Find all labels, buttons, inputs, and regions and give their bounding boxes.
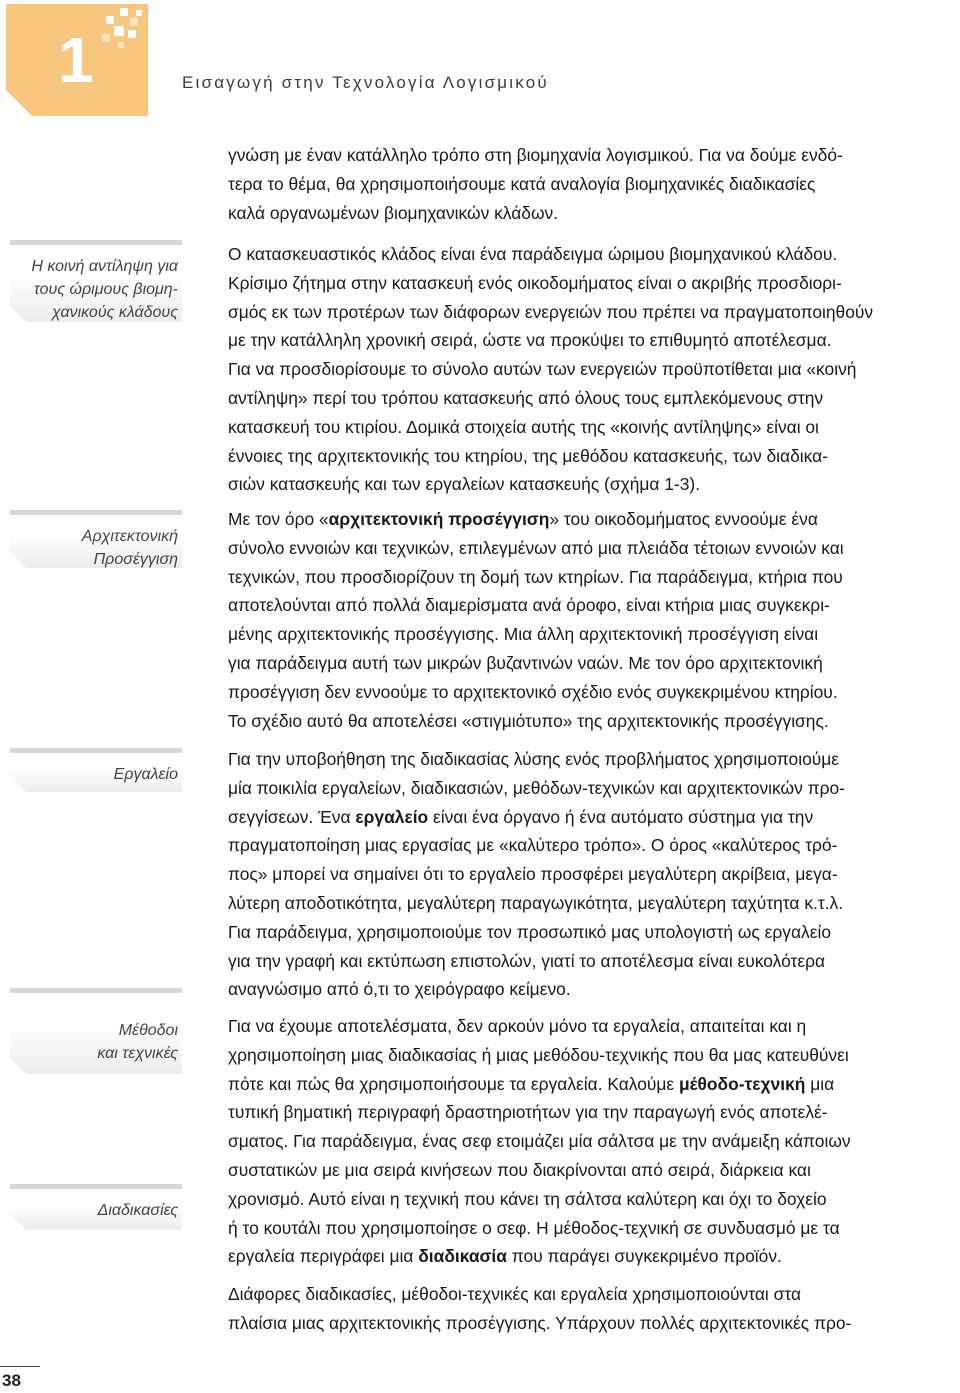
- text-line: καλά οργανωμένων βιομηχανικών κλάδων.: [228, 202, 559, 223]
- paragraph-architectural-approach: [228, 505, 958, 735]
- term-architectural-approach: αρχιτεκτονική προσέγγιση: [328, 509, 550, 529]
- margin-note-common-perception: [10, 240, 182, 322]
- text-line: χρησιμοποίηση μιας διαδικασίας ή μιας μεθόδου-τεχνικής που θα μας κατευθύνει: [228, 1044, 849, 1065]
- decor-square: [114, 26, 124, 36]
- decor-square: [102, 34, 110, 42]
- text-line: Για παράδειγμα, χρησιμοποιούμε τον προσωπικό μας υπολογιστή ως εργαλείο: [228, 921, 831, 942]
- margin-note-line: τους ώριμους βιομη-: [33, 281, 178, 298]
- decor-square: [120, 8, 128, 16]
- text-line: προσέγγιση δεν εννοούμε το αρχιτεκτονικό σχέδιο ενός συγκεκριμένου κτηρίου.: [228, 681, 838, 702]
- text-line: Για την υποβοήθηση της διαδικασίας λύσης ενός προβλήματος χρησιμοποιούμε: [228, 749, 840, 769]
- text-line: πότε και πώς θα χρησιμοποιήσουμε τα εργαλεία. Καλούμε μέθοδο-τεχνική μια: [228, 1073, 835, 1094]
- decor-square: [130, 18, 138, 26]
- text-line: τεχνικών, που προσδιορίζουν τη δομή των κτηρίων. Για παράδειγμα, κτήρια που: [228, 566, 843, 587]
- margin-note-line: Μέθοδοι: [118, 1022, 178, 1039]
- text-line: Με τον όρο «αρχιτεκτονική προσέγγιση» του οικοδομήματος εννοούμε ένα: [228, 509, 818, 529]
- paragraph-methods: [228, 1012, 958, 1271]
- text-line: σιών κατασκευής και των εργαλείων κατασκευής (σχήμα 1-3).: [228, 474, 701, 495]
- text-line: λύτερη αποδοτικότητα, μεγαλύτερη παραγωγικότητα, μεγαλύτερη ταχύτητα κ.τ.λ.: [228, 892, 844, 913]
- text-line: μένης αρχιτεκτονικής προσέγγισης. Μια άλλη αρχιτεκτονική προσέγγιση είναι: [228, 624, 819, 645]
- text-line: Για να προσδιορίσουμε το σύνολο αυτών των ενεργειών προϋποτίθεται μια «κοινή: [228, 359, 857, 380]
- margin-note-line: Εργαλείο: [113, 766, 178, 783]
- text-line: Ο κατασκευαστικός κλάδος είναι ένα παράδειγμα ώριμου βιομηχανικού κλάδου.: [228, 244, 838, 264]
- text-line: αναγνώσιμο από ό,τι το χειρόγραφο κείμενο.: [228, 979, 571, 1000]
- chapter-title: Εισαγωγή στην Τεχνολογία Λογισμικού: [182, 73, 549, 92]
- text-line: αποτελούνται από πολλά διαμερίσματα ανά όροφο, είναι κτήρια μιας συγκεκρι-: [228, 595, 830, 616]
- text-line: για την γραφή και εκτύπωση επιστολών, γιατί το αποτέλεσμα είναι ευκολότερα: [228, 950, 826, 971]
- text-line: Κρίσιμο ζήτημα στην κατασκευή ενός οικοδομήματος είναι ο ακριβής προσδιορι-: [228, 272, 842, 293]
- text-line: σεγγίσεων. Ένα εργαλείο είναι ένα όργανο ή ένα αυτόματο σύστημα για την: [228, 806, 814, 827]
- decor-square: [128, 30, 136, 38]
- decor-square: [118, 42, 124, 48]
- text-line: με την κατάλληλη χρονική σειρά, ώστε να προκύψει το επιθυμητό αποτέλεσμα.: [228, 330, 832, 351]
- decor-square: [106, 16, 114, 24]
- text-line: εργαλεία περιγράφει μια διαδικασία που παράγει συγκεκριμένο προϊόν.: [228, 1246, 782, 1267]
- text-line: πλαίσια μιας αρχιτεκτονικής προσέγγισης. Υπάρχουν πολλές αρχιτεκτονικές προ-: [228, 1312, 852, 1333]
- text-line: γνώση με έναν κατάλληλο τρόπο στη βιομηχανία λογισμικού. Για να δούμε ενδό-: [228, 145, 843, 165]
- margin-note-processes: [10, 1184, 182, 1230]
- margin-note-line: Προσέγγιση: [93, 551, 178, 568]
- paragraph-intro: [228, 141, 958, 227]
- chapter-number: 1: [58, 24, 94, 96]
- text-line: αντίληψη» περί του τρόπου κατασκευής από όλους τους εμπλεκόμενους στην: [228, 387, 824, 408]
- text-line: πραγματοποίηση μιας εργασίας με «καλύτερο τρόπο». Ο όρος «καλύτερος τρό-: [228, 835, 838, 856]
- text-line: μία ποικιλία εργαλείων, διαδικασιών, μεθόδων-τεχνικών και αρχιτεκτονικών προ-: [228, 777, 845, 798]
- text-line: κατασκευή του κτιρίου. Δομικά στοιχεία αυτής της «κοινής αντίληψης» είναι οι: [228, 416, 819, 437]
- margin-note-line: Διαδικασίες: [97, 1202, 178, 1219]
- text-line: ή το κουτάλι που χρησιμοποίησε ο σεφ. Η μέθοδος-τεχνική σε συνδυασμό με τα: [228, 1217, 840, 1238]
- text-line: Για να έχουμε αποτελέσματα, δεν αρκούν μόνο τα εργαλεία, απαιτείται και η: [228, 1016, 807, 1036]
- text-line: τυπική βηματική περιγραφή δραστηριοτήτων για την παραγωγή ενός αποτελέ-: [228, 1102, 828, 1123]
- paragraph-closing: [228, 1280, 958, 1338]
- text-line: πος» μπορεί να σημαίνει ότι το εργαλείο προσφέρει μεγαλύτερη ακρίβεια, μεγα-: [228, 864, 838, 885]
- decor-square: [136, 10, 142, 16]
- text-line: για παράδειγμα αυτή των μικρών βυζαντινών ναών. Με τον όρο αρχιτεκτονική: [228, 652, 823, 673]
- chapter-tab: [6, 4, 148, 116]
- margin-note-line: Η κοινή αντίληψη για: [31, 258, 178, 275]
- text-line: έννοιες της αρχιτεκτονικής του κτηρίου, της μεθόδου κατασκευής, των διαδικα-: [228, 445, 828, 466]
- paragraph-tool: [228, 745, 958, 1004]
- text-line: Διάφορες διαδικασίες, μέθοδοι-τεχνικές και εργαλεία χρησιμοποιούνται στα: [228, 1284, 802, 1304]
- term-process: διαδικασία: [418, 1246, 507, 1267]
- margin-note-line: χανικούς κλάδους: [51, 304, 178, 321]
- term-tool: εργαλείο: [355, 806, 429, 827]
- margin-note-architectural-approach: [10, 510, 182, 568]
- text-line: τερα το θέμα, θα χρησιμοποιήσουμε κατά αναλογία βιομηχανικές διαδικασίες: [228, 173, 816, 194]
- term-method-technique: μέθοδο-τεχνική: [679, 1073, 806, 1094]
- margin-note-line: και τεχνικές: [97, 1045, 178, 1062]
- margin-note-tool: [10, 748, 182, 792]
- text-line: Το σχέδιο αυτό θα αποτελέσει «στιγμιότυπο» της αρχιτεκτονικής προσέγγισης.: [228, 710, 829, 731]
- margin-note-methods-techniques: [10, 988, 182, 1074]
- text-line: σμός εκ των προτέρων των διάφορων ενεργειών που πρέπει να πραγματοποιηθούν: [228, 301, 874, 322]
- paragraph-construction-industry: [228, 240, 958, 499]
- chapter-tab-fold: [6, 90, 32, 116]
- text-line: σματος. Για παράδειγμα, ένας σεφ ετοιμάζει μία σάλτσα με την ανάμειξη κάποιων: [228, 1131, 851, 1152]
- text-line: συστατικών με μια σειρά κινήσεων που διακρίνονται από σειρά, διάρκεια και: [228, 1159, 811, 1180]
- margin-note-line: Αρχιτεκτονική: [81, 528, 178, 545]
- text-line: σύνολο εννοιών και τεχνικών, επιλεγμένων από μια πλειάδα τέτοιων εννοιών και: [228, 537, 844, 558]
- text-line: χρονισμό. Αυτό είναι η τεχνική που κάνει τη σάλτσα καλύτερη και όχι το δοχείο: [228, 1188, 827, 1209]
- page-number: 38: [0, 1366, 40, 1393]
